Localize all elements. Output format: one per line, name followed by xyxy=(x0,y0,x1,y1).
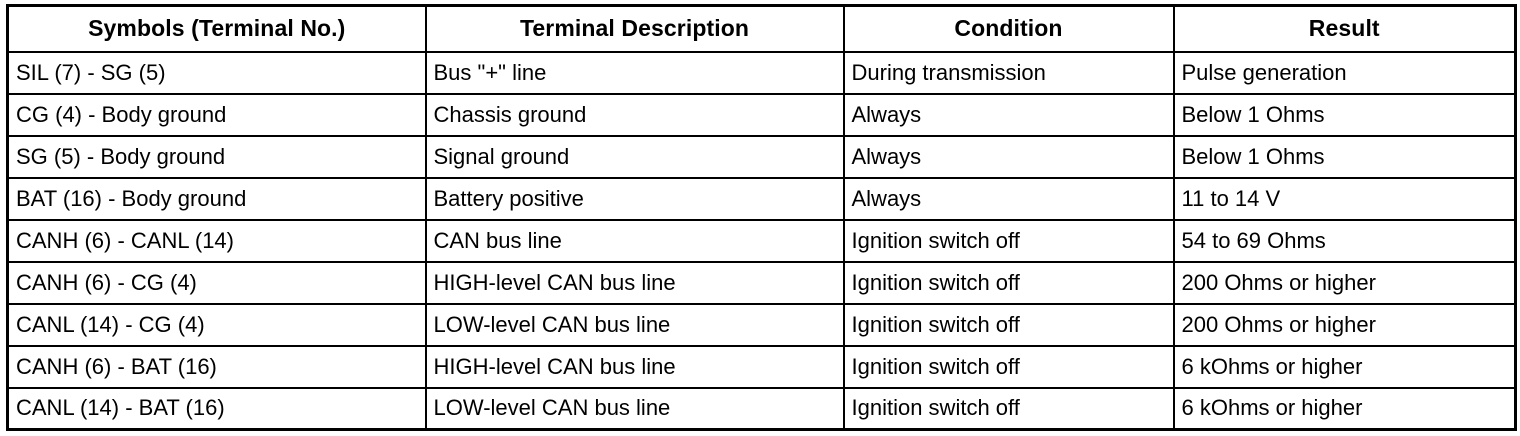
cell-result: Below 1 Ohms xyxy=(1174,136,1516,178)
table-row xyxy=(8,52,1516,94)
column-header-terminal-description: Terminal Description xyxy=(426,6,844,52)
cell-description: HIGH-level CAN bus line xyxy=(426,346,844,388)
cell-description: Bus "+" line xyxy=(426,52,844,94)
cell-result: 54 to 69 Ohms xyxy=(1174,220,1516,262)
cell-condition: Ignition switch off xyxy=(844,220,1174,262)
cell-symbols: BAT (16) - Body ground xyxy=(8,178,426,220)
cell-condition: Always xyxy=(844,178,1174,220)
cell-result: 11 to 14 V xyxy=(1174,178,1516,220)
cell-description: LOW-level CAN bus line xyxy=(426,388,844,430)
column-header-result: Result xyxy=(1174,6,1516,52)
cell-condition: Always xyxy=(844,94,1174,136)
cell-description: Battery positive xyxy=(426,178,844,220)
table-header xyxy=(8,6,1516,52)
table-row xyxy=(8,220,1516,262)
cell-symbols: CANH (6) - BAT (16) xyxy=(8,346,426,388)
cell-result: Pulse generation xyxy=(1174,52,1516,94)
cell-symbols: CANH (6) - CANL (14) xyxy=(8,220,426,262)
table-row xyxy=(8,136,1516,178)
terminal-specification-table xyxy=(6,4,1517,431)
cell-symbols: SIL (7) - SG (5) xyxy=(8,52,426,94)
cell-symbols: CANL (14) - BAT (16) xyxy=(8,388,426,430)
cell-condition: During transmission xyxy=(844,52,1174,94)
column-header-symbols: Symbols (Terminal No.) xyxy=(8,6,426,52)
table-row xyxy=(8,388,1516,430)
cell-symbols: CANH (6) - CG (4) xyxy=(8,262,426,304)
cell-symbols: CANL (14) - CG (4) xyxy=(8,304,426,346)
cell-description: CAN bus line xyxy=(426,220,844,262)
cell-condition: Ignition switch off xyxy=(844,262,1174,304)
cell-symbols: SG (5) - Body ground xyxy=(8,136,426,178)
table-row xyxy=(8,94,1516,136)
cell-symbols: CG (4) - Body ground xyxy=(8,94,426,136)
cell-condition: Ignition switch off xyxy=(844,304,1174,346)
table-row xyxy=(8,178,1516,220)
cell-description: HIGH-level CAN bus line xyxy=(426,262,844,304)
cell-condition: Ignition switch off xyxy=(844,346,1174,388)
cell-result: 6 kOhms or higher xyxy=(1174,346,1516,388)
column-header-condition: Condition xyxy=(844,6,1174,52)
cell-description: Chassis ground xyxy=(426,94,844,136)
cell-result: 200 Ohms or higher xyxy=(1174,304,1516,346)
table-header-row xyxy=(8,6,1516,52)
table-row xyxy=(8,304,1516,346)
table-row xyxy=(8,346,1516,388)
cell-result: 200 Ohms or higher xyxy=(1174,262,1516,304)
cell-condition: Always xyxy=(844,136,1174,178)
cell-description: Signal ground xyxy=(426,136,844,178)
cell-description: LOW-level CAN bus line xyxy=(426,304,844,346)
cell-result: Below 1 Ohms xyxy=(1174,94,1516,136)
table-body xyxy=(8,52,1516,430)
table-row xyxy=(8,262,1516,304)
cell-result: 6 kOhms or higher xyxy=(1174,388,1516,430)
cell-condition: Ignition switch off xyxy=(844,388,1174,430)
